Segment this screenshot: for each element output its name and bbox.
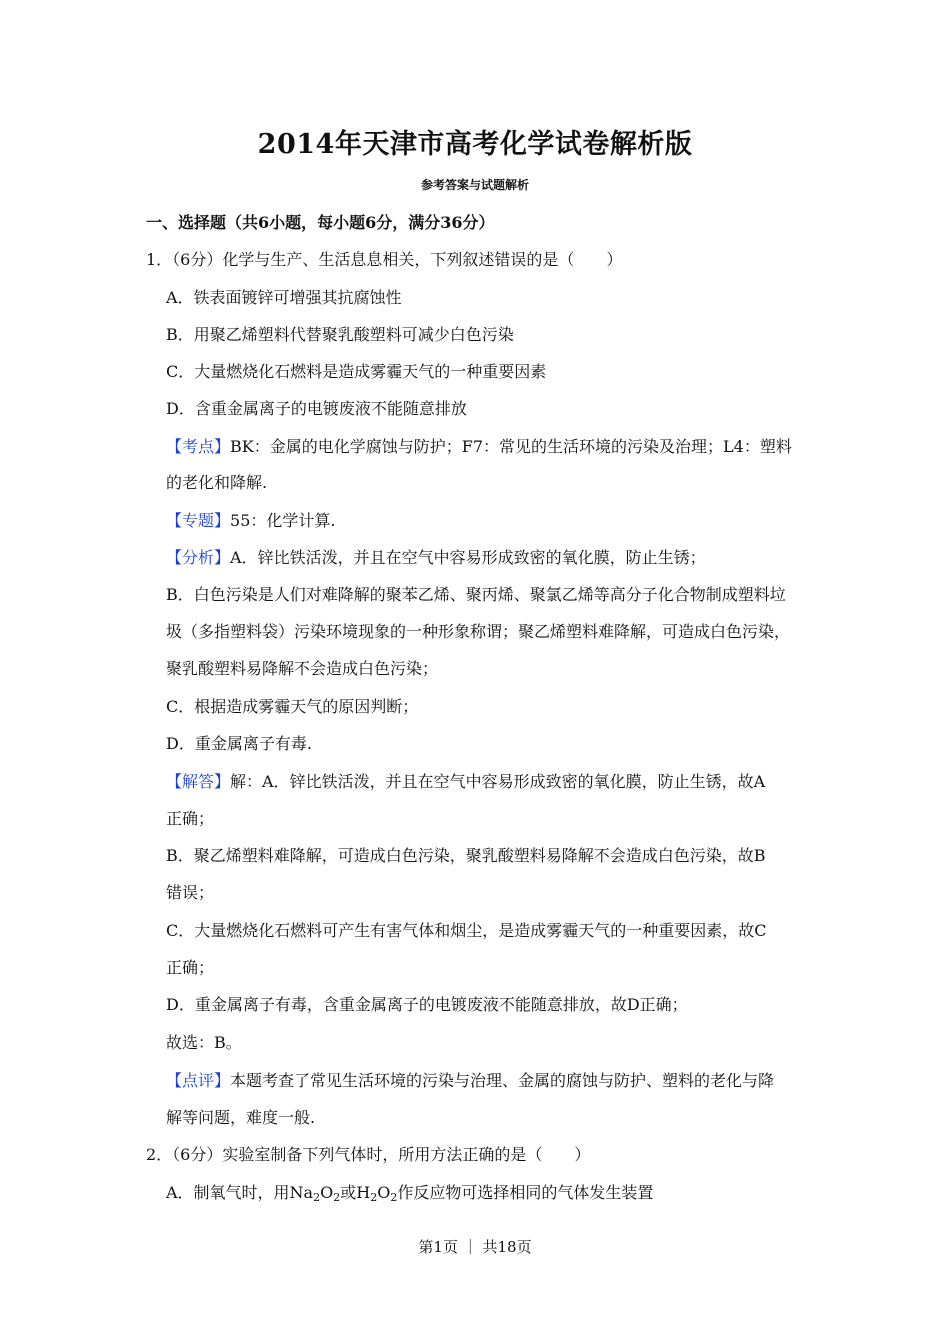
q2-opt-a-text: 作反应物可选择相同的气体发生装置 <box>397 1183 654 1202</box>
jieda-d: D．重金属离子有毒，含重金属离子的电镀废液不能随意排放，故D正确； <box>166 995 688 1014</box>
fenxi-b-3: 聚乳酸塑料易降解不会造成白色污染； <box>166 659 439 678</box>
subscript: 2 <box>390 1191 398 1204</box>
fenxi-tag: 【分析】 <box>166 548 231 567</box>
kaodian-text-cont: 的老化和降解. <box>166 473 268 492</box>
section-heading: 一、选择题（共6小题，每小题6分，满分36分） <box>146 213 495 232</box>
jieda-b: B．聚乙烯塑料难降解，可造成白色污染，聚乳酸塑料易降解不会造成白色污染，故B <box>166 846 766 865</box>
kaodian-text: BK：金属的电化学腐蚀与防护；F7：常见的生活环境的污染及治理；L4：塑料 <box>230 437 792 456</box>
page-footer: 第1页 ｜ 共18页 <box>418 1238 532 1256</box>
jieda-c-cont: 正确； <box>166 958 215 977</box>
q2-opt-a-text: A．制氧气时，用Na <box>166 1183 314 1202</box>
fenxi-line <box>166 547 806 569</box>
question-1-option-a: A．铁表面镀锌可增强其抗腐蚀性 <box>166 288 402 307</box>
question-1-option-b: B．用聚乙烯塑料代替聚乳酸塑料可减少白色污染 <box>166 325 514 344</box>
zhuanti-tag: 【专题】 <box>166 511 231 530</box>
kaodian-line <box>166 436 806 458</box>
jieda-a-cont: 正确； <box>166 809 215 828</box>
question-1-option-d: D．含重金属离子的电镀废液不能随意排放 <box>166 399 467 418</box>
question-2-option-a <box>166 1182 806 1204</box>
jieda-text: 解：A．锌比铁活泼，并且在空气中容易形成致密的氧化膜，防止生锈，故A <box>230 772 766 791</box>
fenxi-d: D．重金属离子有毒. <box>166 734 312 753</box>
fenxi-text: A．锌比铁活泼，并且在空气中容易形成致密的氧化膜，防止生锈； <box>230 548 706 567</box>
dianping-text-cont: 解等问题，难度一般. <box>166 1108 316 1127</box>
zhuanti-line <box>166 510 806 532</box>
subscript: 2 <box>313 1191 321 1204</box>
question-1-option-c: C．大量燃烧化石燃料是造成雾霾天气的一种重要因素 <box>166 362 547 381</box>
jieda-tag: 【解答】 <box>166 772 231 791</box>
q2-opt-a-text: O <box>320 1183 334 1202</box>
page-title: 2014年天津市高考化学试卷解析版 <box>257 129 693 160</box>
question-1-stem: 1．（6分）化学与生产、生活息息相关，下列叙述错误的是（ ） <box>146 250 623 269</box>
q2-opt-a-text: 或H <box>340 1183 371 1202</box>
q2-opt-a-text: O <box>377 1183 391 1202</box>
fenxi-b-1: B．白色污染是人们对难降解的聚苯乙烯、聚丙烯、聚氯乙烯等高分子化合物制成塑料垃 <box>166 585 786 604</box>
dianping-line <box>166 1070 806 1092</box>
question-2-stem: 2．（6分）实验室制备下列气体时，所用方法正确的是（ ） <box>146 1145 591 1164</box>
jieda-answer: 故选：B。 <box>166 1033 242 1052</box>
kaodian-tag: 【考点】 <box>166 437 231 456</box>
jieda-line <box>166 771 806 793</box>
page-subtitle: 参考答案与试题解析 <box>420 178 529 192</box>
dianping-text: 本题考查了常见生活环境的污染与治理、金属的腐蚀与防护、塑料的老化与降 <box>230 1071 775 1090</box>
zhuanti-text: 55：化学计算. <box>230 511 336 530</box>
jieda-c: C．大量燃烧化石燃料可产生有害气体和烟尘，是造成雾霾天气的一种重要因素，故C <box>166 921 767 940</box>
subscript: 2 <box>333 1191 341 1204</box>
fenxi-c: C．根据造成雾霾天气的原因判断； <box>166 697 419 716</box>
fenxi-b-2: 圾（多指塑料袋）污染环境现象的一种形象称谓；聚乙烯塑料难降解，可造成白色污染， <box>166 622 791 641</box>
subscript: 2 <box>370 1191 378 1204</box>
dianping-tag: 【点评】 <box>166 1071 231 1090</box>
jieda-b-cont: 错误； <box>166 883 215 902</box>
